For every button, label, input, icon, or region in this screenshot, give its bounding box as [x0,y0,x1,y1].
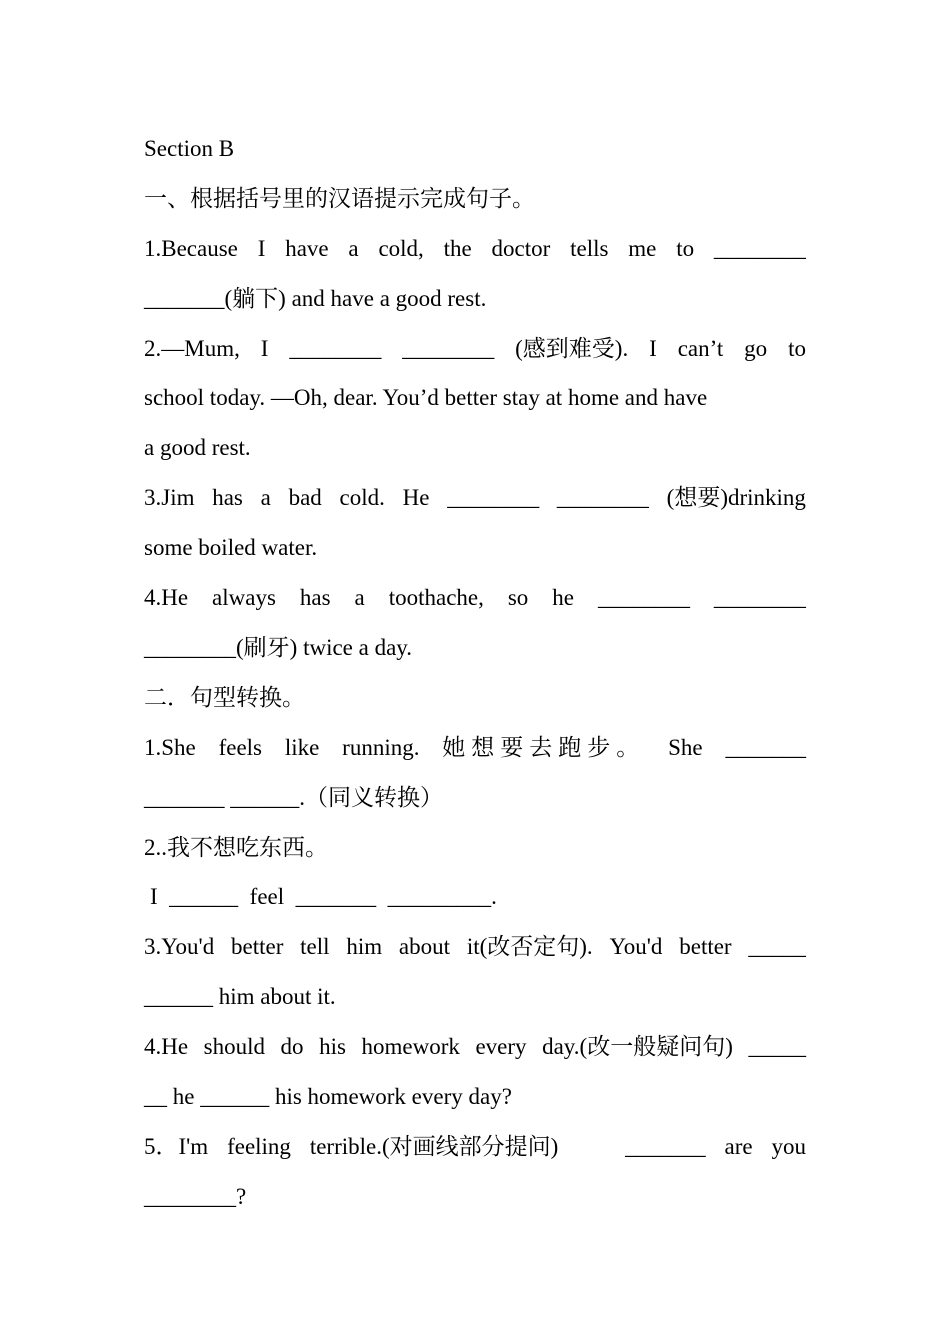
word: 1.Because [144,235,238,261]
word: 3.Jim [144,485,195,511]
word: 3.You'd [144,934,215,960]
word: feeling [227,1133,291,1159]
word: go [744,335,768,361]
part2-q1-line2: _______ ______.（同义转换） [144,784,443,810]
word: have [285,235,329,261]
word: day.(改一般疑问句) [542,1034,733,1060]
word: him [346,934,383,960]
word: 4.He [144,585,189,611]
part2-q5-line1 [144,1122,806,1172]
part1-q2-line3: a good rest. [144,435,251,461]
word: 2.—Mum, [144,335,240,361]
word: I [260,335,269,361]
word: the [443,235,472,261]
word: I [649,335,657,361]
part1-q3-line2: some boiled water. [144,535,318,561]
answer-blank: _____ [748,934,806,960]
word: like [284,734,320,760]
word: his [319,1034,346,1060]
word: are [724,1133,753,1159]
word: homework [361,1034,460,1060]
word: has [299,585,331,611]
part1-q4-line2: ________(刷牙) twice a day. [144,634,413,660]
word: about [398,934,451,960]
word: tell [300,934,330,960]
word: tells [570,235,609,261]
word: you [771,1133,806,1159]
part1-q1-line2: _______(躺下) and have a good rest. [144,285,487,311]
word: better [679,934,732,960]
answer-blank: ________ [447,485,540,511]
word: every [475,1034,527,1060]
word: cold, [378,235,424,261]
word: a [354,585,365,611]
part2-q2-line2: I ______ feel _______ _________. [150,884,497,910]
word: feels [218,734,262,760]
part2-q2-line1: 2..我不想吃东西。 [144,834,328,860]
part2-q1-line1 [144,723,806,773]
part1-q3-line1 [144,473,806,523]
answer-blank: ________ [713,235,806,261]
answer-blank: ________ [289,335,382,361]
word: to [676,235,695,261]
part2-q5-line2: ________? [144,1183,247,1209]
word: should [203,1034,265,1060]
word: I [257,235,266,261]
word: 她想要去跑步。 [442,734,646,760]
word: terrible.(对画线部分提问) [309,1133,559,1159]
part1-q4-line1 [144,573,806,623]
word: (想要)drinking [666,485,806,511]
word: better [231,934,284,960]
word: he [552,585,574,611]
worksheet-content [144,124,806,1222]
part1-q2-line2: school today. —Oh, dear. You’d better stay at home and have [144,385,708,411]
answer-blank: ________ [713,585,806,611]
word: do [280,1034,304,1060]
answer-blank: ________ [556,485,649,511]
part1-q2-line1 [144,324,806,374]
word: always [212,585,276,611]
word: 1.She [144,734,196,760]
answer-blank: _______ [725,734,806,760]
part2-q3-line2: ______ him about it. [144,984,336,1010]
word: can’t [677,335,724,361]
part2-q4-line2: __ he ______ his homework every day? [144,1084,512,1110]
word: He [402,485,430,511]
answer-blank: _____ [748,1034,806,1060]
word: so [507,585,529,611]
word: a [348,235,359,261]
word: (感到难受). [515,335,629,361]
answer-blank: ________ [597,585,690,611]
answer-blank: _______ [625,1133,706,1159]
word: to [788,335,806,361]
word: 5．I'm [144,1133,209,1159]
word: cold. [339,485,385,511]
word: running. [342,734,420,760]
answer-blank: ________ [402,335,495,361]
word: She [668,734,703,760]
word: doctor [491,235,551,261]
part2-q3-line1 [144,922,806,972]
word: has [212,485,243,511]
part1-heading: 一、根据括号里的汉语提示完成句子。 [144,185,535,211]
word: toothache, [388,585,484,611]
word: it(改否定句). [466,934,593,960]
word: 4.He [144,1034,189,1060]
part1-q1-line1 [144,224,806,274]
word: a [260,485,271,511]
part2-q4-line1 [144,1022,806,1072]
word: me [628,235,657,261]
word: You'd [609,934,663,960]
part2-heading: 二．句型转换。 [144,684,305,710]
section-title: Section B [144,136,235,161]
word: bad [288,485,322,511]
